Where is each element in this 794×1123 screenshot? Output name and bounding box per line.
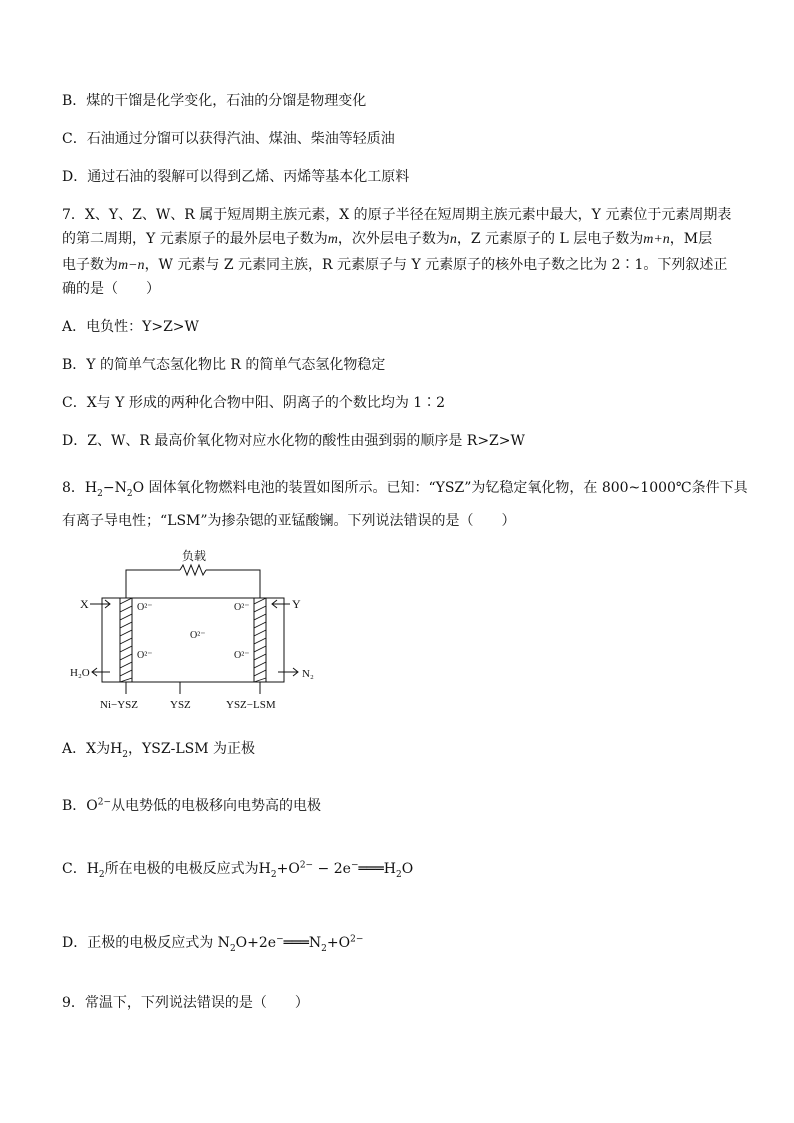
ion-o2-top-right: O²⁻	[234, 602, 250, 613]
outlet-n2-label: N₂	[302, 668, 314, 680]
ion-o2-center: O²⁻	[190, 630, 206, 641]
q8-option-c: C．$H_2$所在电极的电极反应式为$H_2+O^{2-}$ − $2e^-═══H_2O$	[62, 860, 414, 880]
outlet-h2o-label: H₂O	[70, 667, 90, 679]
fuel-cell-diagram	[70, 548, 330, 718]
q6-option-d: D．通过石油的裂解可以得到乙烯、丙烯等基本化工原料	[62, 169, 410, 185]
q7-option-a: A．电负性：Y>Z>W	[62, 319, 199, 335]
label-ni-ysz: Ni−YSZ	[100, 699, 138, 711]
circuit-wire-right	[206, 570, 260, 598]
load-label: 负载	[182, 549, 207, 563]
q7-stem-line3: 电子数为m−n，W 元素与 Z 元素同主族，R 元素原子与 Y 元素原子的核外电子数之比为 2∶1。下列叙述正	[62, 257, 728, 273]
anode-ni-ysz	[120, 598, 132, 682]
q7-stem-line4: 确的是（ ）	[62, 281, 160, 297]
q7-stem-line1: 7．X、Y、Z、W、R 属于短周期主族元素，X 的原子半径在短周期主族元素中最大，Y 元素位于元素周期表	[62, 207, 732, 223]
q8-option-d: D．正极的电极反应式为 $N_2O+2e^-═══N_2+O^{2-}$	[62, 934, 364, 954]
ion-o2-top-left: O²⁻	[137, 602, 153, 613]
q8-stem-line1: 8．$H_2-N_2O$ 固体氧化物燃料电池的装置如图所示。已知：“YSZ”为钇稳定氧化物，在 800~1000℃条件下具	[62, 480, 748, 499]
q7-option-b: B．Y 的简单气态氢化物比 R 的简单气态氢化物稳定	[62, 357, 386, 373]
cathode-ysz-lsm	[254, 598, 266, 682]
ion-o2-bottom-right: O²⁻	[234, 650, 250, 661]
q8-stem-line2: 有离子导电性；“LSM”为掺杂锶的亚锰酸镧。下列说法错误的是（ ）	[62, 513, 516, 529]
inlet-x-label: X	[80, 597, 89, 611]
ion-o2-bottom-left: O²⁻	[137, 650, 153, 661]
q7-stem-line2: 的第二周期，Y 元素原子的最外层电子数为m，次外层电子数为n，Z 元素原子的 L 层电子数为m+n，M层	[62, 231, 713, 247]
q8-option-a: A．X为$H_2$，YSZ-LSM 为正极	[62, 741, 255, 760]
q6-option-c: C．石油通过分馏可以获得汽油、煤油、柴油等轻质油	[62, 131, 395, 147]
q7-option-d: D．Z、W、R 最高价氧化物对应水化物的酸性由强到弱的顺序是 R>Z>W	[62, 433, 525, 449]
q8-option-b: B．$O^{2-}$从电势低的电极移向电势高的电极	[62, 797, 322, 814]
q6-option-b: B．煤的干馏是化学变化，石油的分馏是物理变化	[62, 93, 367, 109]
label-ysz: YSZ	[170, 699, 191, 711]
q7-option-c: C．X与 Y 形成的两种化合物中阳、阴离子的个数比均为 1∶2	[62, 395, 446, 411]
circuit-wire-left	[126, 570, 180, 598]
inlet-y-label: Y	[292, 597, 301, 611]
q9-stem: 9．常温下，下列说法错误的是（ ）	[62, 995, 309, 1011]
resistor-load	[180, 565, 206, 575]
label-ysz-lsm: YSZ−LSM	[226, 699, 276, 711]
